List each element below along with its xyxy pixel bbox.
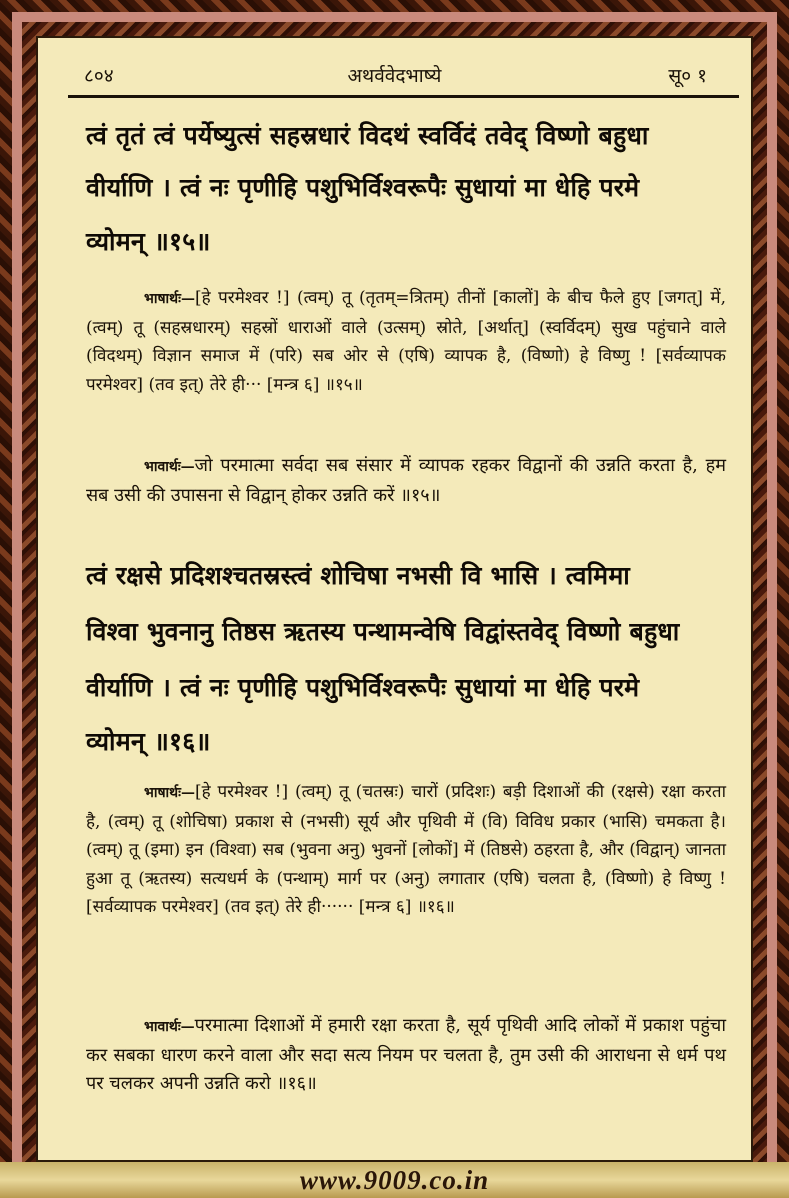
page-number: ८०४	[84, 65, 114, 87]
sukta-number: सू० १	[668, 65, 707, 87]
bhavartha15-paragraph	[86, 452, 726, 510]
bhavartha16-paragraph	[86, 1012, 726, 1099]
bhashya15-text: [हे परमेश्वर !] (त्वम्) तू (तृतम्=त्रितम्) तीनों [कालों] के बीच फैले हुए [जगत्] में, (त्वम्) तू (सहस्रधारम्) सहस्रों धाराओं वाले (उत्सम्) स्रोते, [अर्थात्] (स्वर्विदम्) सुख पहुंचाने वाले (विदथम्) विज्ञान समाज में (परि) सब ओर से (एषि) व्यापक है, (विष्णो) हे विष्णु ! [सर्वव्यापक परमेश्वर] (तव इत्) तेरे ही··· [मन्त्र ६] ॥१५॥	[86, 288, 726, 395]
mantra16-line4: व्योमन् ॥१६॥	[86, 727, 211, 756]
page-sheet	[36, 36, 753, 1162]
bhavartha15-text: जो परमात्मा सर्वदा सब संसार में व्यापक रहकर विद्वानों की उन्नति करता है, हम सब उसी की उपासना से विद्वान् होकर उन्नति करें ॥१५॥	[86, 455, 726, 506]
website-link[interactable]: www.9009.co.in	[299, 1165, 490, 1195]
mantra15-line2: वीर्याणि । त्वं नः पृणीहि पशुभिर्विश्वरूपैः सुधायां मा धेहि परमे	[86, 173, 640, 202]
header-rule	[68, 95, 739, 98]
bhashya15-paragraph	[86, 284, 726, 399]
footer-banner	[0, 1162, 789, 1198]
bhashya16-label: भाषार्थः—	[144, 785, 195, 801]
mantra16-line2: विश्वा भुवनानु तिष्ठस ऋतस्य पन्थामन्वेषि विद्वांस्तवेद् विष्णो बहुधा	[86, 617, 680, 646]
bhashya16-paragraph	[86, 778, 726, 922]
bhavartha16-text: परमात्मा दिशाओं में हमारी रक्षा करता है, सूर्य पृथिवी आदि लोकों में प्रकाश पहुंचा कर सबका धारण करने वाला और सदा सत्य नियम पर चलता है, तुम उसी की आराधना से धर्म पथ पर चलकर अपनी उन्नति करो ॥१६॥	[86, 1015, 726, 1094]
bhavartha15-label: भावार्थः—	[144, 459, 195, 475]
bhashya16-text: [हे परमेश्वर !] (त्वम्) तू (चतस्रः) चारों (प्रदिशः) बड़ी दिशाओं की (रक्षसे) रक्षा करता है, (त्वम्) तू (शोचिषा) प्रकाश से (नभसी) सूर्य और पृथिवी में (वि) विविध प्रकार (भासि) चमकता है। (त्वम्) तू (इमा) इन (विश्वा) सब (भुवना अनु) भुवनों [लोकों] में (तिष्ठसे) ठहरता है, और (विद्वान्) जानता हुआ तू (ऋतस्य) सत्यधर्म के (पन्थाम्) मार्ग पर (अनु) लगातार (एषि) चलता है, (विष्णो) हे विष्णु ! [सर्वव्यापक परमेश्वर] (तव इत्) तेरे ही······ [मन्त्र ६] ॥१६॥	[86, 782, 726, 917]
mantra16-line1: त्वं रक्षसे प्रदिशश्चतस्रस्त्वं शोचिषा नभसी वि भासि । त्वमिमा	[86, 561, 630, 590]
page-title: अथर्ववेदभाष्ये	[347, 65, 442, 87]
mantra16-line3: वीर्याणि । त्वं नः पृणीहि पशुभिर्विश्वरूपैः सुधायां मा धेहि परमे	[86, 673, 640, 702]
mantra15-line1: त्वं तृतं त्वं पर्येष्युत्सं सहस्रधारं विदथं स्वर्विदं तवेद् विष्णो बहुधा	[86, 121, 649, 150]
page-header	[56, 58, 733, 92]
bhashya15-label: भाषार्थः—	[144, 291, 195, 307]
mantra15-line3: व्योमन् ॥१५॥	[86, 227, 211, 256]
bhavartha16-label: भावार्थः—	[144, 1019, 195, 1035]
